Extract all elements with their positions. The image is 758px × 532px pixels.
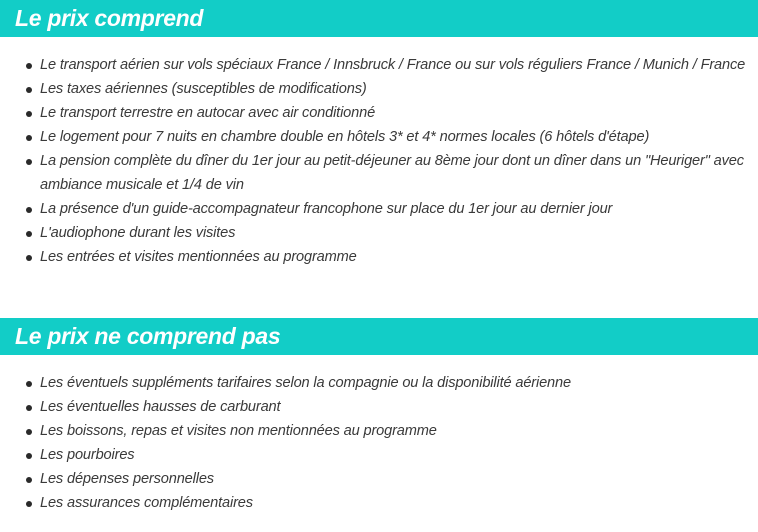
list-item: Les taxes aériennes (susceptibles de modifications): [0, 77, 758, 101]
list-item: Le transport terrestre en autocar avec air conditionné: [0, 101, 758, 125]
bullet-icon: [26, 429, 32, 435]
excluded-section: [0, 318, 758, 515]
bullet-icon: [26, 381, 32, 387]
bullet-icon: [26, 63, 32, 69]
bullet-icon: [26, 159, 32, 165]
bullet-icon: [26, 231, 32, 237]
bullet-icon: [26, 477, 32, 483]
bullet-icon: [26, 501, 32, 507]
list-item: Les entrées et visites mentionnées au programme: [0, 245, 758, 269]
list-item: Les éventuels suppléments tarifaires selon la compagnie ou la disponibilité aérienne: [0, 371, 758, 395]
list-item: Les dépenses personnelles: [0, 467, 758, 491]
list-item: Les éventuelles hausses de carburant: [0, 395, 758, 419]
bullet-icon: [26, 135, 32, 141]
bullet-icon: [26, 405, 32, 411]
list-item: Le logement pour 7 nuits en chambre double en hôtels 3* et 4* normes locales (6 hôtels d'étape): [0, 125, 758, 149]
list-item: Le transport aérien sur vols spéciaux France / Innsbruck / France ou sur vols réguliers France / Munich / France: [0, 53, 758, 77]
list-item: La présence d'un guide-accompagnateur francophone sur place du 1er jour au dernier jour: [0, 197, 758, 221]
list-item: Les assurances complémentaires: [0, 491, 758, 515]
bullet-icon: [26, 255, 32, 261]
bullet-icon: [26, 87, 32, 93]
list-item: Les pourboires: [0, 443, 758, 467]
bullet-icon: [26, 453, 32, 459]
bullet-icon: [26, 207, 32, 213]
bullet-icon: [26, 111, 32, 117]
included-heading: Le prix comprend: [0, 0, 758, 37]
list-item: La pension complète du dîner du 1er jour au petit-déjeuner au 8ème jour dont un dîner dans un "Heuriger" avec ambiance musicale et 1/4 de vin: [0, 149, 758, 197]
list-item: L'audiophone durant les visites: [0, 221, 758, 245]
list-item: Les boissons, repas et visites non mentionnées au programme: [0, 419, 758, 443]
included-list: [0, 37, 758, 269]
excluded-list: [0, 355, 758, 515]
excluded-heading: Le prix ne comprend pas: [0, 318, 758, 355]
